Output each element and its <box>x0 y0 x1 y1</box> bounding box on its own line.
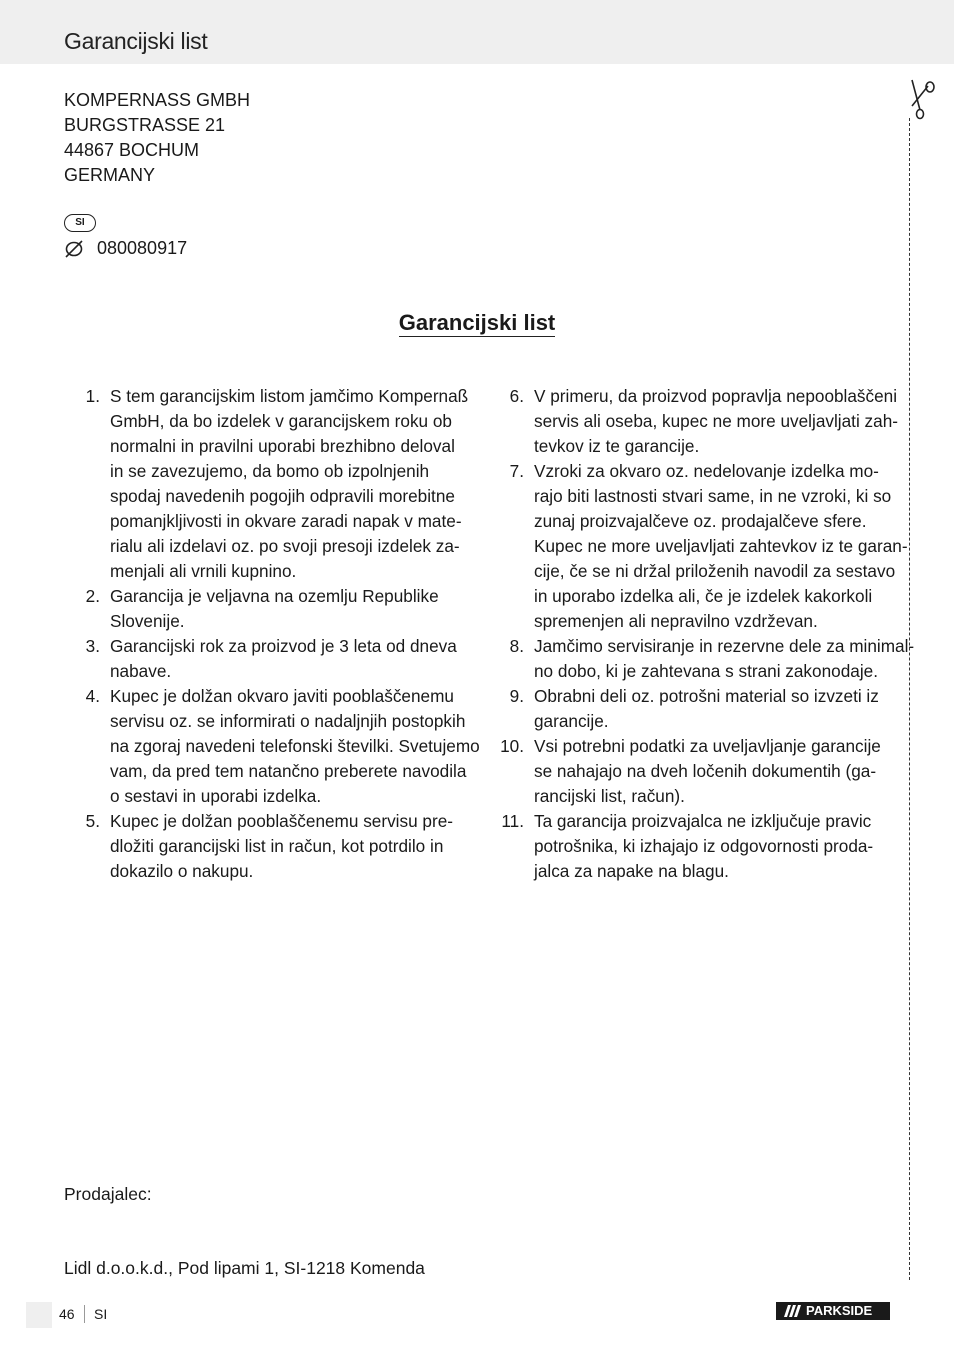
page-title: Garancijski list <box>64 28 208 54</box>
term-line: S tem garancijskim listom jamčimo Kompernaß <box>110 386 469 406</box>
warranty-term <box>64 634 466 684</box>
term-line: servisu oz. se informirati o nadaljnjih postopkih <box>110 711 466 731</box>
term-line: servis ali oseba, kupec ne more uveljavljati zah- <box>534 411 898 431</box>
warranty-term <box>488 459 908 634</box>
phone-icon <box>64 239 84 259</box>
term-line: potrošnika, ki izhajajo iz odgovornosti proda- <box>534 836 874 856</box>
term-line: Garancijski rok za proizvod je 3 leta od dneva <box>110 636 457 656</box>
term-line: tevkov iz te garancije. <box>534 436 700 456</box>
page-number: 46 <box>59 1306 75 1322</box>
term-text <box>524 384 898 459</box>
term-line: V primeru, da proizvod popravlja nepooblaščeni <box>534 386 898 406</box>
term-line: o sestavi in uporabi izdelka. <box>110 786 322 806</box>
scissors-icon <box>898 76 938 120</box>
term-line: GmbH, da bo izdelek v garancijskem roku ob <box>110 411 452 431</box>
term-line: menjali ali vrnili kupnino. <box>110 561 297 581</box>
manufacturer-address <box>64 88 250 188</box>
term-line: spremenjen ali nepravilno vzdrževan. <box>534 611 818 631</box>
parkside-logo <box>776 1302 890 1320</box>
address-line-street: BURGSTRASSE 21 <box>64 115 226 135</box>
term-line: spodaj navedenih pogojih odpravili morebitne <box>110 486 455 506</box>
term-line: no dobo, ki je zahtevana s strani zakonodaje. <box>534 661 878 681</box>
term-text <box>524 734 892 809</box>
warranty-term <box>64 809 466 884</box>
warranty-term <box>488 634 915 684</box>
term-text <box>100 384 468 584</box>
term-text <box>524 459 908 634</box>
term-text <box>100 584 466 634</box>
term-number: 1. <box>85 386 100 406</box>
term-line: vam, da pred tem natančno preberete navodila <box>110 761 467 781</box>
term-line: rajo biti lastnosti stvari same, in ne vzroki, ki so <box>534 486 892 506</box>
term-line: se nahajajo na dveh ločenih dokumentih (ga- <box>534 761 877 781</box>
term-line: Obrabni deli oz. potrošni material so izvzeti iz <box>534 686 879 706</box>
seller-label: Prodajalec: <box>64 1184 152 1204</box>
term-number: 2. <box>85 586 100 606</box>
warranty-term <box>488 384 898 459</box>
term-line: dložiti garancijski list in račun, kot potrdilo in <box>110 836 444 856</box>
term-number: 8. <box>509 636 524 656</box>
footer-divider <box>84 1305 85 1323</box>
term-number: 6. <box>509 386 524 406</box>
term-line: Garancija je veljavna na ozemlju Republike <box>110 586 439 606</box>
term-line: Slovenije. <box>110 611 185 631</box>
warranty-term <box>64 384 469 584</box>
term-line: rialu ali izdelavi oz. po svoji presoji izdelek za- <box>110 536 460 556</box>
warranty-term <box>488 809 892 884</box>
term-line: in uporabo izdelka ali, če je izdelek kakorkoli <box>534 586 873 606</box>
address-line-country: GERMANY <box>64 165 156 185</box>
term-line: pomanjkljivosti in okvare zaradi napak v mate- <box>110 511 462 531</box>
page-marker <box>26 1302 52 1328</box>
address-line-company: KOMPERNASS GMBH <box>64 90 251 110</box>
service-phone <box>64 238 187 259</box>
term-line: zunaj proizvajalčeve oz. prodajalčeve sfere. <box>534 511 867 531</box>
page-language: SI <box>94 1306 108 1322</box>
term-number: 7. <box>509 461 524 481</box>
term-line: cije, če se ni držal priloženih navodil za sestavo <box>534 561 896 581</box>
term-line: jalca za napake na blagu. <box>534 861 729 881</box>
warranty-term <box>488 684 892 734</box>
term-line: Vsi potrebni podatki za uveljavljanje garancije <box>534 736 881 756</box>
address-line-city: 44867 BOCHUM <box>64 140 200 160</box>
term-line: Ta garancija proizvajalca ne izključuje pravic <box>534 811 872 831</box>
term-text <box>100 809 466 884</box>
seller-address: Lidl d.o.o.k.d., Pod lipami 1, SI-1218 Komenda <box>64 1258 425 1278</box>
term-line: in se zavezujemo, da bomo ob izpolnjenih <box>110 461 430 481</box>
warranty-term <box>488 734 892 809</box>
cut-line <box>909 118 910 1280</box>
brand-name: PARKSIDE <box>806 1303 873 1318</box>
term-line: normalni in pravilni uporabi brezhibno deloval <box>110 436 455 456</box>
term-number: 4. <box>85 686 100 706</box>
brand-stripes-icon <box>780 1302 802 1320</box>
warranty-heading <box>0 310 954 336</box>
term-text <box>100 634 466 684</box>
warranty-term <box>64 684 480 809</box>
term-number: 11. <box>501 811 524 831</box>
warranty-term <box>64 584 466 634</box>
term-text <box>100 684 480 809</box>
phone-number: 080080917 <box>97 238 188 258</box>
terms-right-column <box>488 384 915 884</box>
term-line: Kupec ne more uveljavljati zahtevkov iz te garan- <box>534 536 908 556</box>
term-number: 10. <box>500 736 524 756</box>
term-line: Kupec je dolžan okvaro javiti pooblaščenemu <box>110 686 454 706</box>
warranty-heading-text: Garancijski list <box>398 310 556 335</box>
term-line: dokazilo o nakupu. <box>110 861 254 881</box>
term-text <box>524 634 914 684</box>
term-line: Vzroki za okvaro oz. nedelovanje izdelka mo- <box>534 461 879 481</box>
term-line: rancijski list, račun). <box>534 786 685 806</box>
term-line: nabave. <box>110 661 172 681</box>
term-number: 5. <box>85 811 100 831</box>
term-text <box>524 809 892 884</box>
term-line: Jamčimo servisiranje in rezervne dele za minimal- <box>534 636 915 656</box>
term-text <box>524 684 892 734</box>
country-code-badge: SI <box>64 214 96 232</box>
term-line: garancije. <box>534 711 609 731</box>
terms-left-column <box>64 384 480 884</box>
term-number: 3. <box>85 636 100 656</box>
term-number: 9. <box>509 686 524 706</box>
term-line: Kupec je dolžan pooblaščenemu servisu pre- <box>110 811 453 831</box>
term-line: na zgoraj navedeni telefonski številki. Svetujemo <box>110 736 480 756</box>
